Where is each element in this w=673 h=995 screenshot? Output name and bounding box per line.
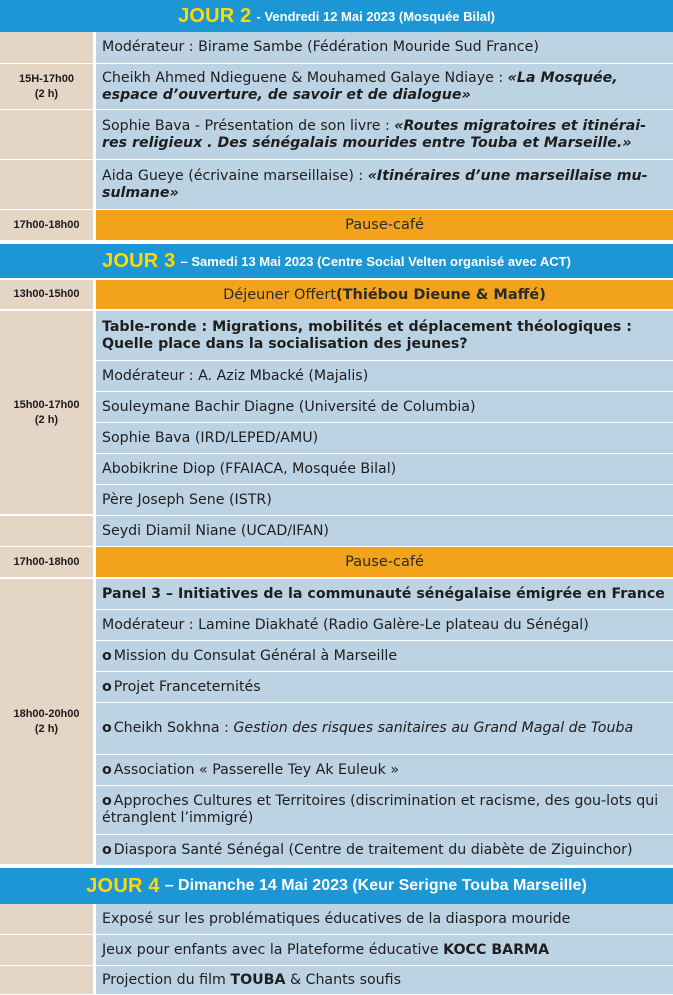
day2-time-slot-range: 15H-17h00 — [18, 72, 75, 85]
day3-round-table-moderator: Modérateur : A. Aziz Mbacké (Majalis) — [96, 361, 673, 392]
day3-panel-item: o Projet Franceternités — [96, 672, 673, 703]
bullet-icon: o — [102, 678, 112, 695]
day3-panel-time-duration: (2 h) — [34, 722, 59, 735]
day3-lunch-time: 13h00-15h00 — [0, 280, 93, 310]
day2-time-empty-cell — [0, 160, 93, 210]
day3-header — [0, 244, 673, 278]
day3-panel-item: o Diaspora Santé Sénégal (Centre de traitement du diabète de Ziguinchor) — [96, 835, 673, 866]
day2-header — [0, 0, 673, 32]
bullet-icon: o — [102, 793, 112, 809]
day2-break: Pause-café — [96, 210, 673, 241]
day3-speaker: Père Joseph Sene (ISTR) — [96, 485, 673, 516]
day3-panel-title: Panel 3 – Initiatives de la communauté sénégalaise émigrée en France — [96, 579, 673, 610]
day3-panel-item: o Cheikh Sokhna : Gestion des risques sanitaires au Grand Magal de Touba — [96, 703, 673, 755]
day2-time-slot-duration: (2 h) — [34, 87, 59, 100]
day2-talk-2-speakers: Sophie Bava - Présentation de son livre : — [102, 117, 395, 134]
day2-talk-1 — [96, 64, 673, 110]
day3-panel-time-range: 18h00-20h00 — [13, 707, 80, 720]
day2-jour-label: JOUR 2 — [178, 4, 252, 27]
bullet-icon: o — [102, 761, 112, 778]
day2-subtitle: - Vendredi 12 Mai 2023 (Mosquée Bilal) — [256, 8, 495, 24]
bullet-icon: o — [102, 720, 112, 736]
day4-item-3: Projection du film TOUBA & Chants soufis — [96, 966, 673, 995]
day4-jour-label: JOUR 4 — [86, 874, 160, 897]
day3-panel-moderator: Modérateur : Lamine Diakhaté (Radio Galère-Le plateau du Sénégal) — [96, 610, 673, 641]
day2-talk-2 — [96, 110, 673, 160]
day2-time-empty-cell — [0, 110, 93, 160]
day2-time-empty-cell — [0, 32, 93, 64]
day3-panel-item: o Mission du Consulat Général à Marseille — [96, 641, 673, 672]
day4-header — [0, 868, 673, 904]
day2-talk-1-title: «La Mosquée, espace d’ouverture, de savoir et de dialogue» — [102, 69, 618, 103]
day3-lunch — [96, 280, 673, 310]
day2-moderator: Modérateur : Birame Sambe (Fédération Mouride Sud France) — [96, 32, 673, 64]
day4-time-empty-cell — [0, 935, 93, 966]
day4-item-2: Jeux pour enfants avec la Plateforme éducative KOCC BARMA — [96, 935, 673, 966]
day3-time-empty-cell — [0, 516, 93, 547]
day3-round-table-title: Table-ronde : Migrations, mobilités et déplacement théologiques : Quelle place dans la socialisation des jeunes? — [96, 311, 673, 361]
day2-talk-1-speakers: Cheikh Ahmed Ndieguene & Mouhamed Galaye Ndiaye : — [102, 69, 508, 86]
bullet-icon: o — [102, 647, 112, 664]
day2-talk-3 — [96, 160, 673, 210]
day3-subtitle: – Samedi 13 Mai 2023 (Centre Social Velten organisé avec ACT) — [180, 253, 571, 269]
day3-speaker: Souleymane Bachir Diagne (Université de Columbia) — [96, 392, 673, 423]
bullet-icon: o — [102, 841, 112, 858]
day3-break: Pause-café — [96, 547, 673, 578]
day3-panel-item: o Approches Cultures et Territoires (discrimination et racisme, des gou-lots qui étranglent l’immigré) — [96, 786, 673, 835]
day2-time-slot — [0, 64, 93, 110]
day2-talk-3-title: «Itinéraires d’une marseillaise mu-sulmane» — [102, 167, 648, 201]
day3-jour-label: JOUR 3 — [102, 249, 176, 272]
day4-time-empty-cell — [0, 904, 93, 935]
day3-panel-time — [0, 579, 93, 865]
day4-subtitle: – Dimanche 14 Mai 2023 (Keur Serigne Touba Marseille) — [164, 877, 587, 894]
day2-talk-3-speakers: Aida Gueye (écrivaine marseillaise) : — [102, 167, 368, 184]
day3-speaker: Seydi Diamil Niane (UCAD/IFAN) — [96, 516, 673, 547]
day2-talk-2-title: «Routes migratoires et itinérai-res religieux . Des sénégalais mourides entre Touba et Marseille.» — [102, 117, 647, 151]
day3-speaker: Sophie Bava (IRD/LEPED/AMU) — [96, 423, 673, 454]
day3-panel-item: o Association « Passerelle Tey Ak Euleuk » — [96, 755, 673, 786]
day3-lunch-menu: (Thiébou Dieune & Maffé) — [336, 286, 546, 303]
day4-time-empty-cell — [0, 966, 93, 995]
day3-break-time: 17h00-18h00 — [0, 547, 93, 578]
day3-lunch-label: Déjeuner Offert — [223, 286, 337, 303]
day3-round-table-time-range: 15h00-17h00 — [13, 398, 80, 411]
day3-round-table-time-duration: (2 h) — [34, 413, 59, 426]
day3-round-table-time — [0, 311, 93, 515]
day2-break-time: 17h00-18h00 — [0, 210, 93, 241]
day4-item-1: Exposé sur les problématiques éducatives de la diaspora mouride — [96, 904, 673, 935]
day3-speaker: Abobikrine Diop (FFAIACA, Mosquée Bilal) — [96, 454, 673, 485]
